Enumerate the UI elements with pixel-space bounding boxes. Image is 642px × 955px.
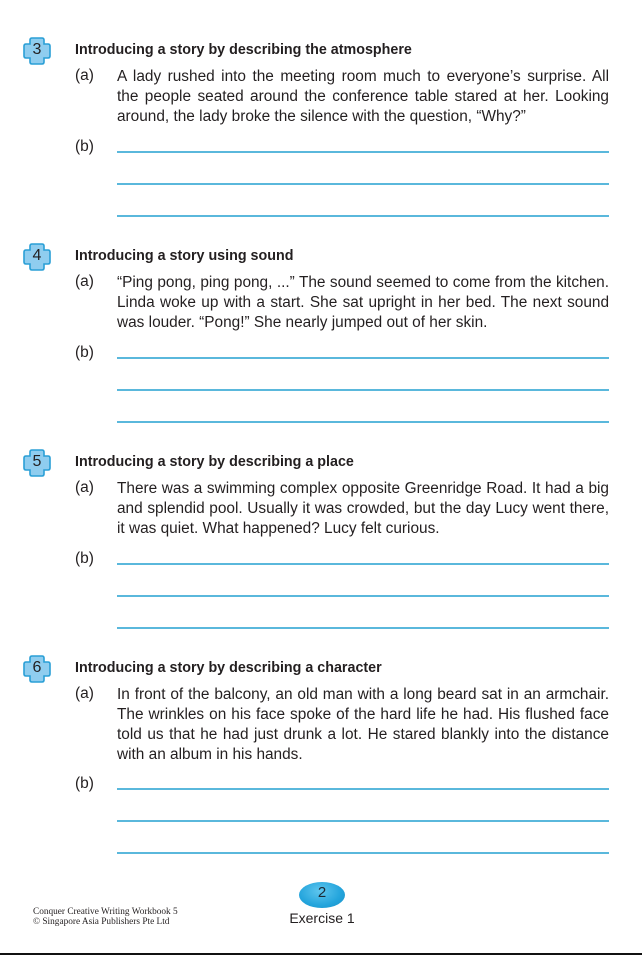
part-a-label: (a)	[75, 67, 94, 84]
answer-line[interactable]	[117, 357, 609, 359]
cross-badge-icon	[22, 36, 52, 66]
part-a-label: (a)	[75, 479, 94, 496]
answer-line[interactable]	[117, 183, 609, 185]
part-a-text: “Ping pong, ping pong, ...” The sound seemed to come from the kitchen. Linda woke up with a start. She sat upright in her bed. The next sound was louder. “Pong!” She nearly jumped out of her skin.	[117, 274, 609, 331]
cross-badge-icon	[22, 654, 52, 684]
answer-line[interactable]	[117, 563, 609, 565]
footer-credit	[33, 907, 178, 927]
section-number: 6	[32, 659, 42, 676]
part-a-label: (a)	[75, 273, 94, 290]
part-b-label: (b)	[75, 138, 94, 155]
answer-line[interactable]	[117, 215, 609, 217]
part-b-label: (b)	[75, 775, 94, 792]
section-heading: Introducing a story by describing a character	[75, 660, 382, 676]
answer-line[interactable]	[117, 852, 609, 854]
section-heading: Introducing a story using sound	[75, 248, 294, 264]
answer-line[interactable]	[117, 788, 609, 790]
credit-line-title: Conquer Creative Writing Workbook 5	[33, 907, 178, 917]
part-a-text: A lady rushed into the meeting room much to everyone’s surprise. All the people seated around the conference table stared at her. Looking around, the lady broke the silence with the question, “Why?”	[117, 68, 609, 125]
part-a-text: In front of the balcony, an old man with a long beard sat in an armchair. The wrinkles on his face spoke of the hard life he had. His flushed face told us that he had just drunk a lot. He stared blankly into the distance with an album in his hands.	[117, 686, 609, 763]
answer-line[interactable]	[117, 595, 609, 597]
section-number: 4	[32, 247, 42, 264]
part-a-label: (a)	[75, 685, 94, 702]
section-number: 3	[32, 41, 42, 58]
section-number: 5	[32, 453, 42, 470]
exercise-label: Exercise 1	[289, 910, 355, 926]
cross-badge-icon	[22, 242, 52, 272]
part-b-label: (b)	[75, 344, 94, 361]
cross-badge-icon	[22, 448, 52, 478]
answer-line[interactable]	[117, 151, 609, 153]
section-heading: Introducing a story by describing the atmosphere	[75, 42, 412, 58]
part-a-text: There was a swimming complex opposite Greenridge Road. It had a big and splendid pool. Usually it was crowded, but the day Lucy went there, it was quiet. What happened? Lucy felt curious.	[117, 480, 609, 537]
part-b-label: (b)	[75, 550, 94, 567]
page-number: 2	[317, 884, 327, 901]
answer-line[interactable]	[117, 389, 609, 391]
answer-line[interactable]	[117, 820, 609, 822]
answer-line[interactable]	[117, 421, 609, 423]
section-heading: Introducing a story by describing a place	[75, 454, 354, 470]
credit-line-copyright: © Singapore Asia Publishers Pte Ltd	[33, 917, 170, 927]
answer-line[interactable]	[117, 627, 609, 629]
